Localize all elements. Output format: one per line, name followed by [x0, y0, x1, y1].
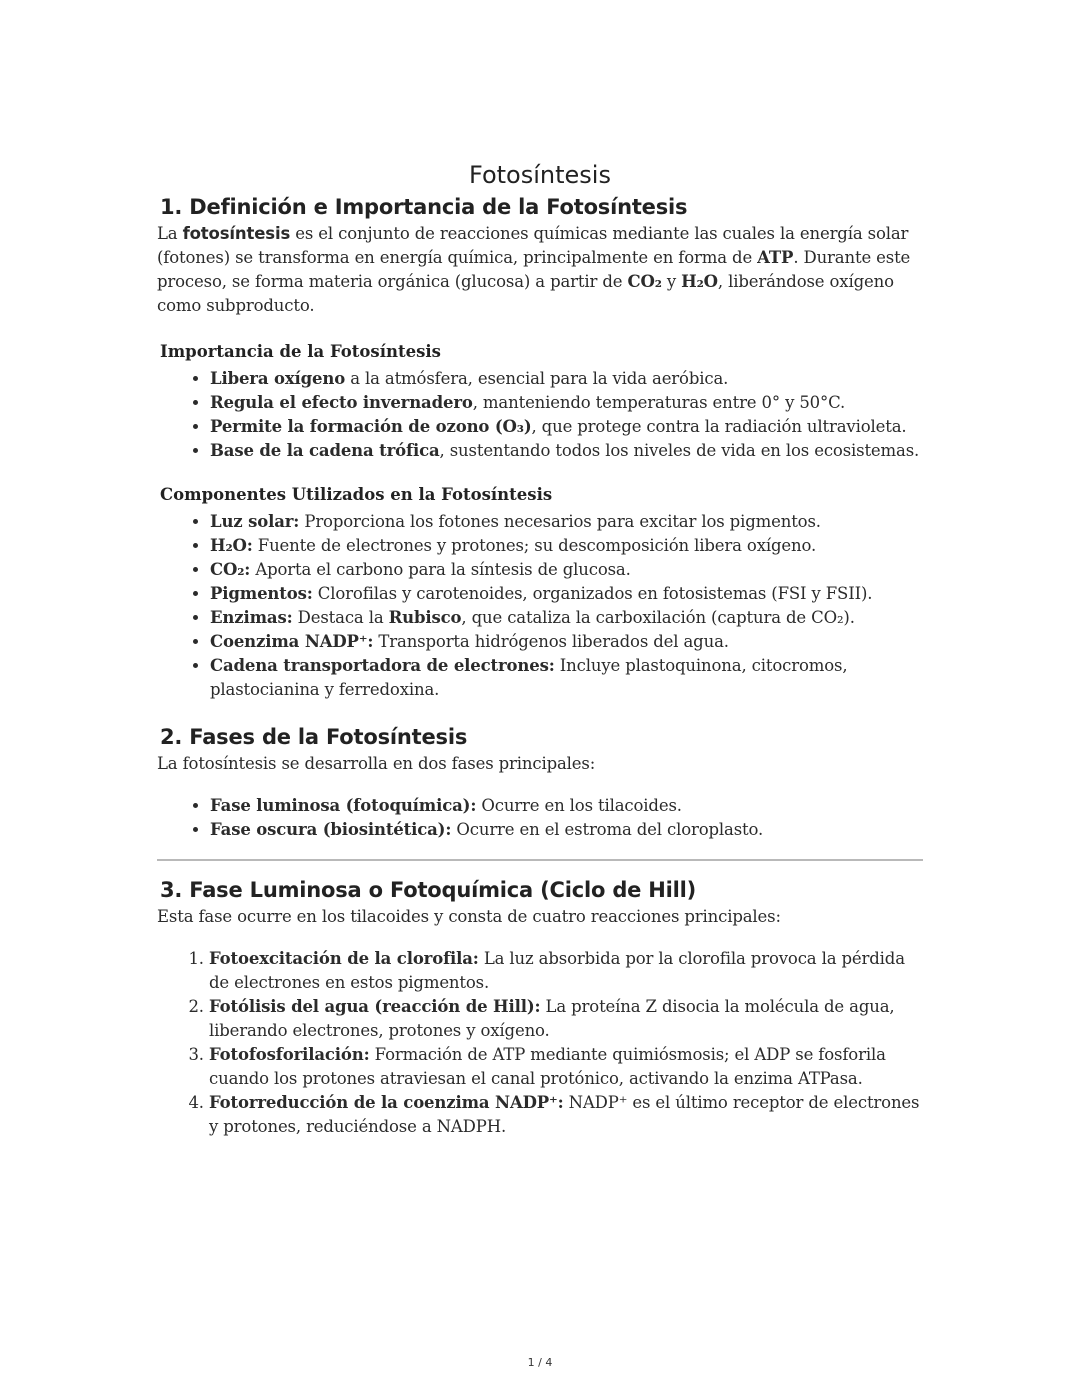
intro-text-4: y	[661, 272, 682, 291]
item-bold: Fase oscura (biosintética):	[210, 820, 452, 839]
list-item	[210, 558, 923, 582]
components-list	[157, 510, 923, 702]
item-text: , que cataliza la carboxilación (captura de CO₂).	[461, 608, 855, 627]
item-text: Incluye plastoquinona, citocromos, plastocianina y ferredoxina.	[210, 656, 848, 699]
item-text: NADP⁺ es el último receptor de electrones y protones, reduciéndose a NADPH.	[209, 1093, 920, 1136]
item-text: , sustentando todos los niveles de vida en los ecosistemas.	[439, 441, 920, 460]
intro-text-2: es el conjunto de reacciones químicas mediante las cuales la energía solar (fotones) se transforma en energía química, principalmente en forma de	[157, 224, 909, 267]
section-1-heading: 1. Definición e Importancia de la Fotosíntesis	[160, 195, 688, 219]
item-text: a la atmósfera, esencial para la vida aeróbica.	[345, 369, 729, 388]
list-item	[210, 367, 923, 391]
item-bold: Cadena transportadora de electrones:	[210, 656, 555, 675]
item-bold: Coenzima NADP⁺:	[210, 632, 374, 651]
item-bold: Fotofosforilación:	[209, 1045, 370, 1064]
list-item	[210, 630, 923, 654]
intro-term-h2o: H₂O	[681, 272, 718, 291]
document-page	[157, 158, 923, 1139]
intro-text-3: . Durante este proceso, se forma materia orgánica (glucosa) a partir de	[157, 248, 911, 291]
intro-text-1: La	[157, 224, 183, 243]
item-bold: H₂O:	[210, 536, 253, 555]
section-3-heading: 3. Fase Luminosa o Fotoquímica (Ciclo de Hill)	[160, 878, 697, 902]
item-text: Fuente de electrones y protones; su descomposición libera oxígeno.	[252, 536, 817, 555]
item-bold: Fotorreducción de la coenzima NADP⁺:	[209, 1093, 564, 1112]
item-bold: Base de la cadena trófica	[210, 441, 440, 460]
item-bold: Permite la formación de ozono (O₃)	[210, 417, 532, 436]
phases-list	[157, 794, 923, 842]
item-text: Ocurre en los tilacoides.	[476, 796, 682, 815]
item-text: La luz absorbida por la clorofila provoca la pérdida de electrones en estos pigmentos.	[209, 949, 905, 992]
item-text: Destaca la	[292, 608, 389, 627]
list-item	[210, 510, 923, 534]
item-bold: Fotoexcitación de la clorofila:	[209, 949, 479, 968]
item-bold: Regula el efecto invernadero	[210, 393, 473, 412]
importance-heading: Importancia de la Fotosíntesis	[160, 342, 441, 361]
components-heading: Componentes Utilizados en la Fotosíntesis	[160, 485, 553, 504]
section-1-intro	[157, 222, 923, 318]
item-text: , manteniendo temperaturas entre 0° y 50°C.	[472, 393, 846, 412]
item-bold: CO₂:	[210, 560, 251, 579]
section-2-intro: La fotosíntesis se desarrolla en dos fases principales:	[157, 754, 596, 773]
list-item	[209, 1091, 923, 1139]
list-item	[210, 534, 923, 558]
item-text: Ocurre en el estroma del cloroplasto.	[451, 820, 764, 839]
list-item	[210, 391, 923, 415]
item-text: Proporciona los fotones necesarios para excitar los pigmentos.	[299, 512, 821, 531]
intro-term-co2: CO₂	[627, 272, 662, 291]
importance-list	[157, 367, 923, 463]
list-item	[210, 654, 923, 702]
item-bold: Pigmentos:	[210, 584, 313, 603]
item-text: Formación de ATP mediante quimiósmosis; el ADP se fosforila cuando los protones atraviesan el canal protónico, activando la enzima ATPasa.	[209, 1045, 886, 1088]
list-item	[210, 606, 923, 630]
intro-term-atp: ATP	[757, 248, 794, 267]
light-phase-list	[157, 947, 923, 1139]
item-text: Aporta el carbono para la síntesis de glucosa.	[250, 560, 631, 579]
item-text: Transporta hidrógenos liberados del agua.	[373, 632, 729, 651]
item-bold: Libera oxígeno	[210, 369, 346, 388]
page-indicator: 1 / 4	[527, 1356, 553, 1369]
item-bold: Enzimas:	[210, 608, 293, 627]
list-item	[209, 1043, 923, 1091]
item-bold: Luz solar:	[210, 512, 300, 531]
list-item	[210, 439, 923, 463]
intro-term-fotosintesis: fotosíntesis	[182, 224, 291, 243]
list-item	[210, 582, 923, 606]
document-title: Fotosíntesis	[469, 161, 611, 189]
list-item	[210, 415, 923, 439]
item-text: , que protege contra la radiación ultravioleta.	[531, 417, 907, 436]
list-item	[209, 995, 923, 1043]
item-bold-rubisco: Rubisco	[388, 608, 462, 627]
list-item	[210, 794, 923, 818]
section-3-intro: Esta fase ocurre en los tilacoides y consta de cuatro reacciones principales:	[157, 907, 781, 926]
item-text: Clorofilas y carotenoides, organizados en fotosistemas (FSI y FSII).	[312, 584, 873, 603]
section-2-heading: 2. Fases de la Fotosíntesis	[160, 725, 468, 749]
intro-text-5: , liberándose oxígeno como subproducto.	[157, 272, 894, 315]
item-text: La proteína Z disocia la molécula de agua, liberando electrones, protones y oxígeno.	[209, 997, 895, 1040]
item-bold: Fotólisis del agua (reacción de Hill):	[209, 997, 541, 1016]
list-item	[210, 818, 923, 842]
list-item	[209, 947, 923, 995]
item-bold: Fase luminosa (fotoquímica):	[210, 796, 477, 815]
